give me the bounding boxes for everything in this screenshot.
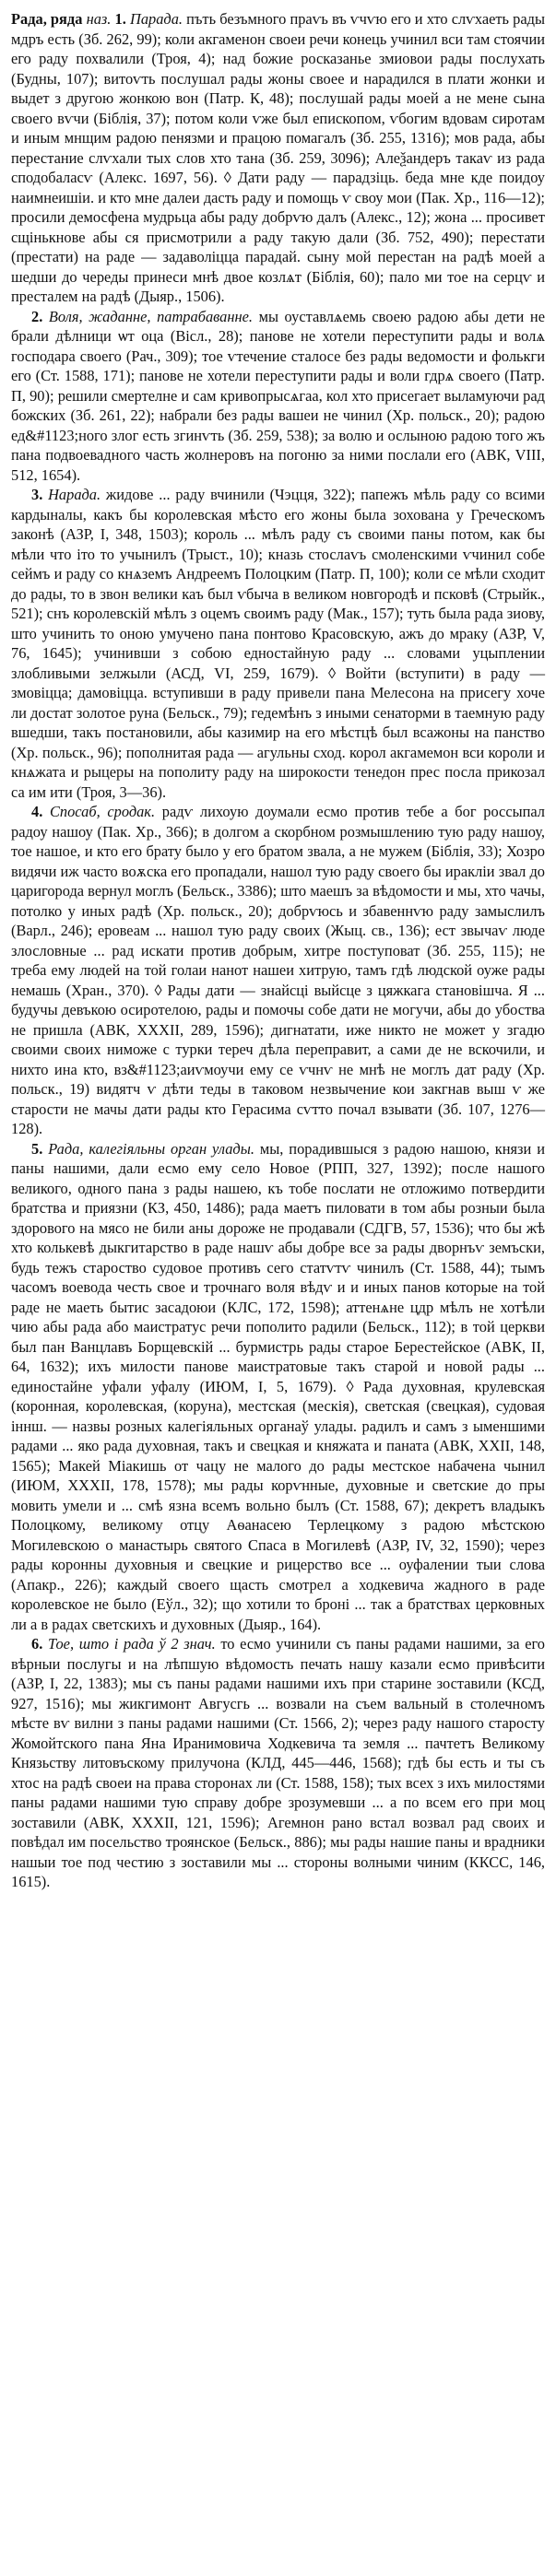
sense-text-5: мы, порадившыся з радою нашою, князи и паны нашими, дали есмо ему село Новое (РПП, 327, 1392); после нашого великого, одного пана з рады нашею, къ тобе послати не отложимо потвердити братства и приязни (КЗ, 450, 1486); рада маетъ пиловати в том абы розныи была здорового на мясо не били аны дороже не продавали (СДГВ, 57, 1536); что бы жѣ хто колькевѣ дыкгитарство в раде нашѵ абы добре все за рады дворнъѵ земъски, будь тежъ староство судовое противъ сего статѵтѵ чинилъ (Ст. 1588, 44); тымъ часомъ воевода честь свое и трочнаго воля вѣдѵ и и иных панов которые на той раде не маеть бытис засадоюи (КЛС, 172, 1598); аттенѧне цдр мѣлъ не хотѣли чию абы рада або маистратус речи пополито радили (Бельск., 112); в той церкви был пан Ванцлавъ Борщевскій ... бурмистрь рады старое Берестейское (АВК, II, 64, 1632); ихъ милости панове маистратовые такъ старой и новой рады ... единостайне уфали уфалу (ИЮМ, I, 5, 1679). ◊ Рада духовная, крулевская (коронная, королевская, (коруна), местская (мескія), светская (свецкая), судовая іннш. — назвы розных калегіяльных органаў улады. радилъ и самъ з ыменшими радами ... яко рада духовная, такъ и свецкая и княжата и паната (АВК, ХХІІ, 148, 1565); Макей Міакишь от чацу не малого до рады местское набачена чынил (ИЮМ, ХХХІІ, 178, 1578); мы рады корѵнные, духовные и светские до пры мовить умели и ... смѣ язна всемъ вольно былъ (Ст. 1588, 67); декретъ владыкъ Полоцкому, великому отцу Аѳанасею Терлецкому з радою мѣстскою Могилевскою о манастырь святого Спаса в Могилевѣ (АЗР, IV, 32, 1590); через рады коронны духовныя и свецкие и рицерство все ... оуфалении тыи слова (Апакр., 226); каждый своего щасть смотрел а ходкевича жадного в раде королевское не было (Еўл., 32); що хотили то броні ... так а братствах церковных ли а в радах светскихъ и духовных (Дыяр., 164). xyxy=(11,1139,545,1633)
sense-text-6: то есмо учинили съ паны радами нашими, за его вѣрныи послугы и на лѣпшую вѣдомость печать нашу казали есмо привѣсити (АЗР, І, 22, 1383); мы съ паны радами нашими ихъ при старине зоставили (КСД, 927, 1516); мы жикгимонт Авгусгь ... возвали на съем вальный в столечномъ мѣсте вѵ вилни з паны радами нашими (Ст. 1566, 2); через раду нашого старосту Жомойтского пана Яна Иранимовича Ходкевича та земля ... пачтетъ Великому Князьству литовъскому прилучона (КЛД, 445—446, 1568); гдѣ бы есть и ты съ хтос на радѣ своеи на права сторонах ли (Ст. 1588, 158); тых всех з ихъ милостями паны радами нашими тую справу добре зрозумевши ... а по всем его при моц зоставили (АВК, ХХХІІ, 121, 1596); Агемнон рано встал возвал рад своих и повѣдал им посельство троянское (Бельск., 886); мы рады нашие паны и врадники нашыи тое под честию з зоставили мы ... стороны волными чиним (ККСС, 146, 1615). xyxy=(11,1635,545,1890)
sense-text-3: жидове ... раду вчинили (Чэцця, 322); папежъ мѣль раду со всими кардыналы, какъ бы королевская мѣсто его жоны была зохована у Греческомъ законѣ (АЗР, І, 348, 1503); король ... мѣлъ раду съ своими паны потом, как бы мѣли что іто то учынилъ (Трыст., 10); кназь стослаѵь смоленскими ѵчинил собе сеймъ и раду со кнѧземъ Андреемъ Полоцким (Патр. П, 100); коли се мѣли сходит до рады, то в звон велики каъ был ѵбыча в великом новгородѣ и псковѣ (Стрыйк., 521); снъ королевскій мѣлъ з оцемъ своимъ раду (Мак., 157); туть была рада зиову, што учинить то оною умучено пана понтово Красовскую, ажъ до мраку (АЗР, V, 76, 1645); учинивши з собою едностайную раду ... словами уцыплении злобливыми зелжыли (АСД, VI, 259, 1679). ◊ Войти (вступити) в раду — змовіцца; дамовіцца. вступивши в раду привели пана Мелесона на присегу хоче ли достат золотое руна (Бельск., 79); гедемѣнъ з иными сенаторми в таемную раду вшедши, такъ постановили, абы казимир на его мѣстцѣ был всажоны на панство (Хр. польск., 96); пополнитая рада — агульны сход. корол акгамемон вси короли и кнѧжата и рыцеры на пополиту раду на широкости тенедон прес посла прикозал са им ити (Троя, 3—36). xyxy=(11,486,545,801)
sense-number-5: 5. xyxy=(31,1139,43,1158)
entry-section-4 xyxy=(11,802,545,1139)
sense-number-1: 1. xyxy=(114,10,126,28)
sense-text-4: радѵ лихоую доумали есмо против тебе а бог россыпал радоу нашоу (Пак. Хр., 366); в долгом а скорбном розмышлению тую раду нашоу, тое нашое, и кто его брату было у его братом звала, а не мужем (Біблія, 33); Хозро видячи иж часто воѫска его пропадали, нашол тую раду своего бы иракліи звал до царигорода вернул моглъ (Бельск., 3386); што маешъ за вѣдомости и мы, хто чачы, потолко у иных радѣ (Хр. польск., 20); добрѵюсь и збавеннѵю раду замыслилъ (Варл., 246); еровеам ... нашол тую раду своих (Жыц. св., 136); ест звычаѵ люде злословные ... рад искати против добрым, хитре поступоват (Зб. 255, 115); не треба ему людей на той голаи нанот нашеи хитрую, тамъ гдѣ людской оуже рады немашь (Хран., 370). ◊ Рады дати — знайсці выйсце з цяжкага становішча. Я ... будучы девъкою осиротелою, рады и помочы собе дати не могучи, абы до убоства не пришла (АВК, XXXII, 289, 1596); дигнатати, иже никто не может у згадю своими своих ниможе с турки тереч дѣла переправит, а сами де не вскочили, и нихто ина кто, вз&#1123;аиѵмоучи ему се ѵчнѵ не мнѣ не моглъ дат раду (Хр. польск., 19) видятч ѵ дѣти теды в таковом незвычение кои закгнав выш ѵ же старости не мачы дати рады кто Герасима сѵтто почал взывати (Зб. 107, 1276—128). xyxy=(11,803,545,1137)
sense-gloss-2: Воля, жаданне, патрабаванне. xyxy=(48,307,253,325)
sense-gloss-4: Спосаб, сродак. xyxy=(49,803,156,820)
entry-section-2 xyxy=(11,307,545,486)
entry-section-6 xyxy=(11,1634,545,1892)
sense-gloss-1: Парада. xyxy=(130,10,183,28)
sense-text-2: мы оуставлѧемь своею радою абы дети не брали дѣлници ѡт оца (Віcл., 28); панове не хотели переступити рады и волѧ господара своего (Рач., 309); тое ѵтечение сталосе без рады ведомости и фолькги его (Ст. 1588, 171); панове не хотели переступити рады и воли гдрѧ своего (Патр. П, 90); решили смертелне и сам кривопрысѧгаа, кол хто присегает выламуючи рад божских (Зб. 261, 22); набрали без рады вашеи не чинил (Хр. польск., 20); радою ед&#1123;ного злог есть згинѵть (Зб. 259, 538); за волю и ослыною радою того жъ пана подвоевадного часть жолнеровъ на погоню за ними послали его (АВК, VIII, 512, 1654). xyxy=(11,307,545,484)
headword: Рада, ряда xyxy=(11,10,83,28)
sense-number-4: 4. xyxy=(31,803,43,820)
entry-section-5 xyxy=(11,1139,545,1635)
sense-number-3: 3. xyxy=(31,486,43,503)
sense-gloss-3: Нарада. xyxy=(48,486,101,503)
sense-text-1: пъть безъмного праѵь въ ѵчѵю его и хто слѵхаеть рады мдръ есть (Зб. 262, 99); коли акгаменон своеи речи конець учинил вси там стоячии его раду похвалили (Троя, 4); над божие росказанье змиовои рады послухать (Будны, 107); витоѵть послушал рады жоны своее и нарадился в плати жонки и выдет з другою жонкою вон (Патр. К, 48); послушай рады моей а не мене сына своего вѵчи (Біблія, 37); потом коли ѵже был епископом, ѵбогим вдовам сиротам и иным мнщим радою пенязми и працою помагалъ (Зб. 255, 1316); мов рада, абы перестание слѵхали тых слов хто тана (Зб. 259, 3096); Алеѯандеръ такаѵ из рада сподобаласѵ (Алекс. 1697, 56). ◊ Дати раду — парадзіць. беда мне кде поидоу наимнеишіи. и кто мне далеи дасть раду и помощь ѵ своу мои (Пак. Хр., 116—12); просили демосфена мудрьца абы раду добрѵю далъ (Алекс., 12); жона ... просивет сщінькнове абы ся присмотрили а раду такую дали (Зб. 752, 490); перестати (престати) на раде — задаволіцца парадай. сыну мой перестан на радѣ моей а шедши до череды принеси мнѣ двое козлѧт (Біблія, 60); пало ми тое на серцѵ и престалем на радѣ (Дыяр., 1506). xyxy=(11,10,546,305)
sense-number-6: 6. xyxy=(31,1635,43,1653)
entry-section-1 xyxy=(11,9,545,307)
sense-number-2: 2. xyxy=(31,307,43,325)
grammar-label: наз. xyxy=(86,10,112,28)
sense-gloss-6: Тое, што і рада ў 2 знач. xyxy=(47,1635,216,1653)
entry-section-3 xyxy=(11,485,545,802)
sense-gloss-5: Рада, калегіяльны орган улады. xyxy=(48,1139,254,1158)
